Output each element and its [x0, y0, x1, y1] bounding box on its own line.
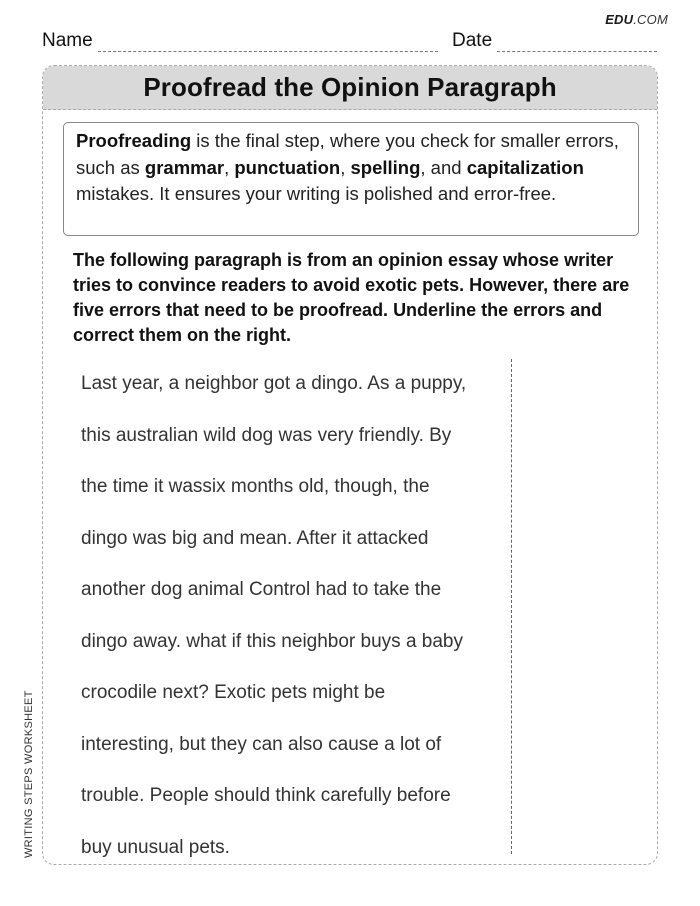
paragraph-line[interactable]: the time it wassix months old, though, the [81, 476, 430, 497]
name-label: Name [42, 30, 93, 51]
paragraph-line[interactable]: another dog animal Control had to take the [81, 579, 442, 600]
definition-text-1: is the final step, where you check for smaller errors, such as [76, 130, 619, 178]
term-capitalization: capitalization [466, 156, 584, 178]
title-bar [43, 66, 657, 110]
paragraph-line[interactable]: crocodile next? Exotic pets might be [81, 682, 386, 703]
name-line [98, 51, 438, 52]
definition-sep-1: , [224, 156, 235, 178]
worksheet-title: Proofread the Opinion Paragraph [143, 72, 557, 102]
definition-term: Proofreading [76, 130, 192, 151]
term-spelling: spelling [350, 156, 421, 178]
definition-box [63, 122, 639, 236]
correction-divider [511, 359, 512, 854]
paragraph-line[interactable]: dingo was big and mean. After it attacked [81, 527, 429, 549]
paragraph-line[interactable]: buy unusual pets. [81, 836, 230, 858]
opinion-paragraph [81, 358, 521, 865]
date-line [497, 51, 657, 52]
worksheet-type-label: WRITING STEPS WORKSHEET [23, 690, 35, 858]
logo-part-com: .COM [633, 12, 668, 27]
paragraph-line[interactable]: dingo away. what if this neighbor buys a baby [81, 630, 463, 652]
paragraph-line[interactable]: interesting, but they can also cause a lot of [81, 733, 442, 755]
definition-text-3: mistakes. It ensures your writing is polished and error-free. [76, 183, 557, 204]
paragraph-line[interactable]: trouble. People should think carefully before [81, 785, 451, 806]
logo-part-edu: EDU [605, 12, 634, 27]
instructions: The following paragraph is from an opinion essay whose writer tries to convince readers to avoid exotic pets. However, there are five errors that need to be proofread. Underline the errors and correct them on the right. [73, 250, 630, 345]
paragraph-line[interactable]: Last year, a neighbor got a dingo. As a puppy, [81, 373, 467, 394]
term-punctuation: punctuation [234, 156, 341, 178]
definition-sep-2: , [340, 156, 351, 178]
definition-text-2: , and [420, 156, 467, 178]
edu-logo [605, 12, 668, 27]
term-grammar: grammar [144, 156, 225, 178]
worksheet-frame [42, 65, 658, 865]
paragraph-line[interactable]: this australian wild dog was very friendly. By [81, 424, 452, 446]
date-label: Date [452, 30, 493, 51]
